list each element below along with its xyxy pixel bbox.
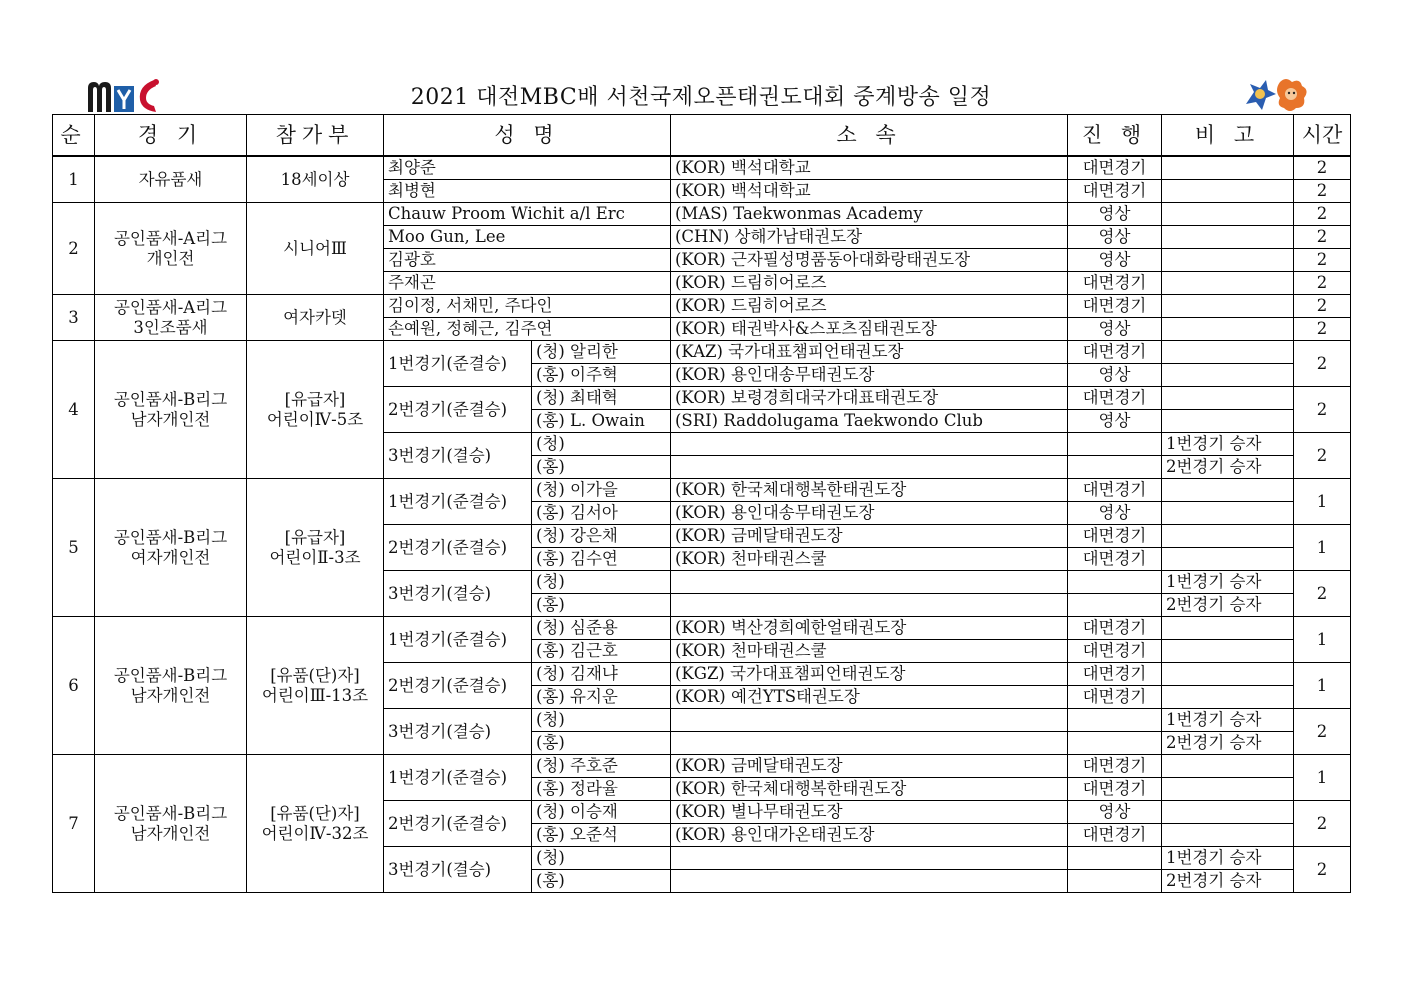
team-name [671, 594, 1068, 617]
event-number: 3 [53, 295, 95, 341]
team-name [671, 732, 1068, 755]
broadcast-time: 1 [1294, 617, 1351, 663]
table-row [53, 479, 1351, 502]
progress-mode: 대면경기 [1068, 663, 1162, 686]
team-name: (KOR) 벽산경희예한얼태권도장 [671, 617, 1068, 640]
event-name [95, 203, 247, 295]
match-side: (청) [532, 433, 671, 456]
remark [1162, 364, 1294, 387]
match-side: (홍) 김근호 [532, 640, 671, 663]
remark [1162, 663, 1294, 686]
progress-mode [1068, 709, 1162, 732]
broadcast-time: 2 [1294, 341, 1351, 387]
progress-mode [1068, 594, 1162, 617]
team-name [671, 456, 1068, 479]
broadcast-time: 2 [1294, 318, 1351, 341]
team-name [671, 571, 1068, 594]
header-team: 소 속 [671, 115, 1068, 157]
progress-mode: 대면경기 [1068, 824, 1162, 847]
broadcast-time: 2 [1294, 433, 1351, 479]
team-name: (KOR) 용인대가온태권도장 [671, 824, 1068, 847]
remark: 1번경기 승자 [1162, 847, 1294, 870]
match-side: (홍) L. Owain [532, 410, 671, 433]
remark [1162, 341, 1294, 364]
progress-mode: 영상 [1068, 226, 1162, 249]
match-side: (청) 김재냐 [532, 663, 671, 686]
category-line: 시니어Ⅲ [283, 238, 347, 258]
match-side: (청) 주호준 [532, 755, 671, 778]
event-category [247, 203, 384, 295]
progress-mode: 영상 [1068, 410, 1162, 433]
team-name: (KOR) 예건YTS태권도장 [671, 686, 1068, 709]
progress-mode [1068, 571, 1162, 594]
team-name: (KOR) 천마태권스쿨 [671, 640, 1068, 663]
team-name: (KOR) 용인대송무태권도장 [671, 502, 1068, 525]
event-category [247, 755, 384, 893]
match-side: (홍) 김수연 [532, 548, 671, 571]
table-row [53, 755, 1351, 778]
match-side: (청) [532, 571, 671, 594]
event-number: 4 [53, 341, 95, 479]
event-name-line: 공인품새-B리그 [113, 527, 228, 547]
remark [1162, 226, 1294, 249]
remark [1162, 410, 1294, 433]
remark [1162, 156, 1294, 180]
match-side: (홍) 오준석 [532, 824, 671, 847]
remark [1162, 640, 1294, 663]
match-label: 3번경기(결승) [384, 571, 532, 617]
remark [1162, 686, 1294, 709]
header-note: 비 고 [1162, 115, 1294, 157]
broadcast-time: 2 [1294, 847, 1351, 893]
category-line: 어린이Ⅱ-3조 [269, 547, 361, 567]
remark [1162, 801, 1294, 824]
team-name: (KOR) 보령경희대국가대표태권도장 [671, 387, 1068, 410]
athlete-name: Moo Gun, Lee [384, 226, 671, 249]
progress-mode: 영상 [1068, 502, 1162, 525]
remark: 2번경기 승자 [1162, 870, 1294, 893]
match-side: (홍) 유지운 [532, 686, 671, 709]
match-label: 2번경기(준결승) [384, 663, 532, 709]
event-name-line: 남자개인전 [130, 409, 211, 429]
schedule-body [53, 156, 1351, 893]
broadcast-time: 2 [1294, 272, 1351, 295]
progress-mode: 대면경기 [1068, 640, 1162, 663]
match-side: (청) 최태혁 [532, 387, 671, 410]
broadcast-time: 2 [1294, 180, 1351, 203]
match-label: 2번경기(준결승) [384, 801, 532, 847]
remark [1162, 525, 1294, 548]
event-number: 7 [53, 755, 95, 893]
match-label: 2번경기(준결승) [384, 525, 532, 571]
table-row [53, 156, 1351, 180]
category-line: [유품(단)자] [270, 803, 360, 823]
event-name [95, 156, 247, 203]
category-line: [유급자] [284, 389, 346, 409]
category-line: 18세이상 [280, 169, 350, 189]
match-label: 1번경기(준결승) [384, 341, 532, 387]
event-name-line: 남자개인전 [130, 823, 211, 843]
progress-mode: 대면경기 [1068, 387, 1162, 410]
event-name-line: 자유품새 [138, 169, 203, 189]
remark [1162, 824, 1294, 847]
team-name: (SRI) Raddolugama Taekwondo Club [671, 410, 1068, 433]
category-line: [유급자] [284, 527, 346, 547]
document-header [52, 74, 1350, 114]
team-name: (KOR) 천마태권스쿨 [671, 548, 1068, 571]
broadcast-time: 2 [1294, 249, 1351, 272]
team-name: (KOR) 용인대송무태권도장 [671, 364, 1068, 387]
event-number: 6 [53, 617, 95, 755]
table-row [53, 203, 1351, 226]
team-name: (CHN) 상해가남태권도장 [671, 226, 1068, 249]
team-name: (KOR) 드림히어로즈 [671, 272, 1068, 295]
mascot-icon [1240, 74, 1312, 114]
match-side: (홍) 정라율 [532, 778, 671, 801]
table-header-row [53, 115, 1351, 157]
athlete-name: Chauw Proom Wichit a/l Erc [384, 203, 671, 226]
broadcast-time: 2 [1294, 203, 1351, 226]
match-label: 3번경기(결승) [384, 709, 532, 755]
match-label: 3번경기(결승) [384, 433, 532, 479]
broadcast-time: 2 [1294, 801, 1351, 847]
progress-mode: 영상 [1068, 801, 1162, 824]
progress-mode: 대면경기 [1068, 295, 1162, 318]
header-name: 성 명 [384, 115, 671, 157]
progress-mode: 대면경기 [1068, 479, 1162, 502]
broadcast-time: 1 [1294, 663, 1351, 709]
broadcast-time: 1 [1294, 525, 1351, 571]
broadcast-time: 2 [1294, 295, 1351, 318]
remark [1162, 203, 1294, 226]
remark [1162, 778, 1294, 801]
progress-mode: 대면경기 [1068, 525, 1162, 548]
team-name: (KOR) 백석대학교 [671, 180, 1068, 203]
progress-mode: 대면경기 [1068, 617, 1162, 640]
category-line: 어린이Ⅲ-13조 [261, 685, 369, 705]
table-row [53, 295, 1351, 318]
remark [1162, 502, 1294, 525]
table-row [53, 617, 1351, 640]
match-side: (청) 알리한 [532, 341, 671, 364]
remark [1162, 548, 1294, 571]
progress-mode: 대면경기 [1068, 180, 1162, 203]
broadcast-time: 2 [1294, 571, 1351, 617]
team-name: (MAS) Taekwonmas Academy [671, 203, 1068, 226]
remark: 1번경기 승자 [1162, 709, 1294, 732]
remark: 2번경기 승자 [1162, 456, 1294, 479]
progress-mode: 영상 [1068, 249, 1162, 272]
event-name-line: 공인품새-A리그 [113, 297, 228, 317]
match-side: (홍) 김서아 [532, 502, 671, 525]
match-side: (청) [532, 709, 671, 732]
remark [1162, 295, 1294, 318]
broadcast-time: 2 [1294, 709, 1351, 755]
event-category [247, 479, 384, 617]
remark [1162, 617, 1294, 640]
category-line: 어린이Ⅳ-5조 [266, 409, 364, 429]
remark [1162, 479, 1294, 502]
athlete-name: 최병현 [384, 180, 671, 203]
table-row [53, 341, 1351, 364]
event-name [95, 617, 247, 755]
match-label: 1번경기(준결승) [384, 479, 532, 525]
match-side: (홍) [532, 594, 671, 617]
athlete-name: 김광호 [384, 249, 671, 272]
page-title: 2021 대전MBC배 서천국제오픈태권도대회 중계방송 일정 [410, 85, 992, 110]
athlete-name: 주재곤 [384, 272, 671, 295]
match-side: (청) 이가을 [532, 479, 671, 502]
event-name [95, 479, 247, 617]
remark: 1번경기 승자 [1162, 433, 1294, 456]
progress-mode [1068, 456, 1162, 479]
event-name-line: 남자개인전 [130, 685, 211, 705]
event-category [247, 617, 384, 755]
broadcast-time: 1 [1294, 479, 1351, 525]
progress-mode: 영상 [1068, 364, 1162, 387]
event-name-line: 공인품새-B리그 [113, 389, 228, 409]
match-label: 1번경기(준결승) [384, 617, 532, 663]
remark: 2번경기 승자 [1162, 594, 1294, 617]
team-name: (KOR) 백석대학교 [671, 156, 1068, 180]
progress-mode: 대면경기 [1068, 341, 1162, 364]
match-label: 3번경기(결승) [384, 847, 532, 893]
header-event: 경 기 [95, 115, 247, 157]
broadcast-time: 2 [1294, 226, 1351, 249]
progress-mode: 대면경기 [1068, 156, 1162, 180]
team-name: (KOR) 별나무태권도장 [671, 801, 1068, 824]
team-name: (KOR) 한국체대행복한태권도장 [671, 778, 1068, 801]
category-line: 어린이Ⅳ-32조 [261, 823, 369, 843]
event-name-line: 공인품새-A리그 [113, 228, 228, 248]
match-side: (홍) [532, 456, 671, 479]
progress-mode: 대면경기 [1068, 755, 1162, 778]
header-mode: 진 행 [1068, 115, 1162, 157]
team-name: (KOR) 태권박사&스포츠짐태권도장 [671, 318, 1068, 341]
match-side: (홍) [532, 732, 671, 755]
schedule-table [52, 114, 1351, 893]
team-name [671, 709, 1068, 732]
header-no: 순 [53, 115, 95, 157]
remark: 1번경기 승자 [1162, 571, 1294, 594]
remark [1162, 249, 1294, 272]
remark [1162, 755, 1294, 778]
progress-mode: 대면경기 [1068, 272, 1162, 295]
team-name: (KGZ) 국가대표챔피언태권도장 [671, 663, 1068, 686]
progress-mode [1068, 433, 1162, 456]
team-name [671, 433, 1068, 456]
match-label: 1번경기(준결승) [384, 755, 532, 801]
event-name-line: 여자개인전 [130, 547, 211, 567]
progress-mode: 대면경기 [1068, 548, 1162, 571]
event-category [247, 295, 384, 341]
progress-mode: 대면경기 [1068, 778, 1162, 801]
header-category: 참가부 [247, 115, 384, 157]
match-side: (청) [532, 847, 671, 870]
progress-mode: 영상 [1068, 203, 1162, 226]
category-line: [유품(단)자] [270, 665, 360, 685]
progress-mode [1068, 870, 1162, 893]
remark [1162, 272, 1294, 295]
progress-mode [1068, 847, 1162, 870]
match-side: (청) 심준용 [532, 617, 671, 640]
match-label: 2번경기(준결승) [384, 387, 532, 433]
remark [1162, 180, 1294, 203]
event-number: 1 [53, 156, 95, 203]
team-name: (KOR) 근자필성명품동아대화랑태권도장 [671, 249, 1068, 272]
broadcast-time: 1 [1294, 755, 1351, 801]
athlete-name: 손예원, 정혜근, 김주연 [384, 318, 671, 341]
event-name [95, 341, 247, 479]
header-time: 시간 [1294, 115, 1351, 157]
event-name-line: 개인전 [146, 248, 195, 268]
event-name-line: 공인품새-B리그 [113, 665, 228, 685]
match-side: (청) 강은채 [532, 525, 671, 548]
broadcast-time: 2 [1294, 156, 1351, 180]
remark [1162, 387, 1294, 410]
event-number: 5 [53, 479, 95, 617]
team-name: (KOR) 금메달태권도장 [671, 525, 1068, 548]
athlete-name: 김이정, 서채민, 주다인 [384, 295, 671, 318]
team-name: (KAZ) 국가대표챔피언태권도장 [671, 341, 1068, 364]
broadcast-time: 2 [1294, 387, 1351, 433]
event-name-line: 공인품새-B리그 [113, 803, 228, 823]
remark: 2번경기 승자 [1162, 732, 1294, 755]
event-category [247, 341, 384, 479]
match-side: (청) 이승재 [532, 801, 671, 824]
team-name [671, 870, 1068, 893]
event-name [95, 295, 247, 341]
remark [1162, 318, 1294, 341]
event-name [95, 755, 247, 893]
event-category [247, 156, 384, 203]
team-name [671, 847, 1068, 870]
progress-mode: 영상 [1068, 318, 1162, 341]
match-side: (홍) 이주혁 [532, 364, 671, 387]
progress-mode [1068, 732, 1162, 755]
team-name: (KOR) 한국체대행복한태권도장 [671, 479, 1068, 502]
event-name-line: 3인조품새 [133, 317, 208, 337]
category-line: 여자카뎃 [283, 307, 347, 327]
event-number: 2 [53, 203, 95, 295]
match-side: (홍) [532, 870, 671, 893]
team-name: (KOR) 드림히어로즈 [671, 295, 1068, 318]
athlete-name: 최양준 [384, 156, 671, 180]
team-name: (KOR) 금메달태권도장 [671, 755, 1068, 778]
progress-mode: 대면경기 [1068, 686, 1162, 709]
